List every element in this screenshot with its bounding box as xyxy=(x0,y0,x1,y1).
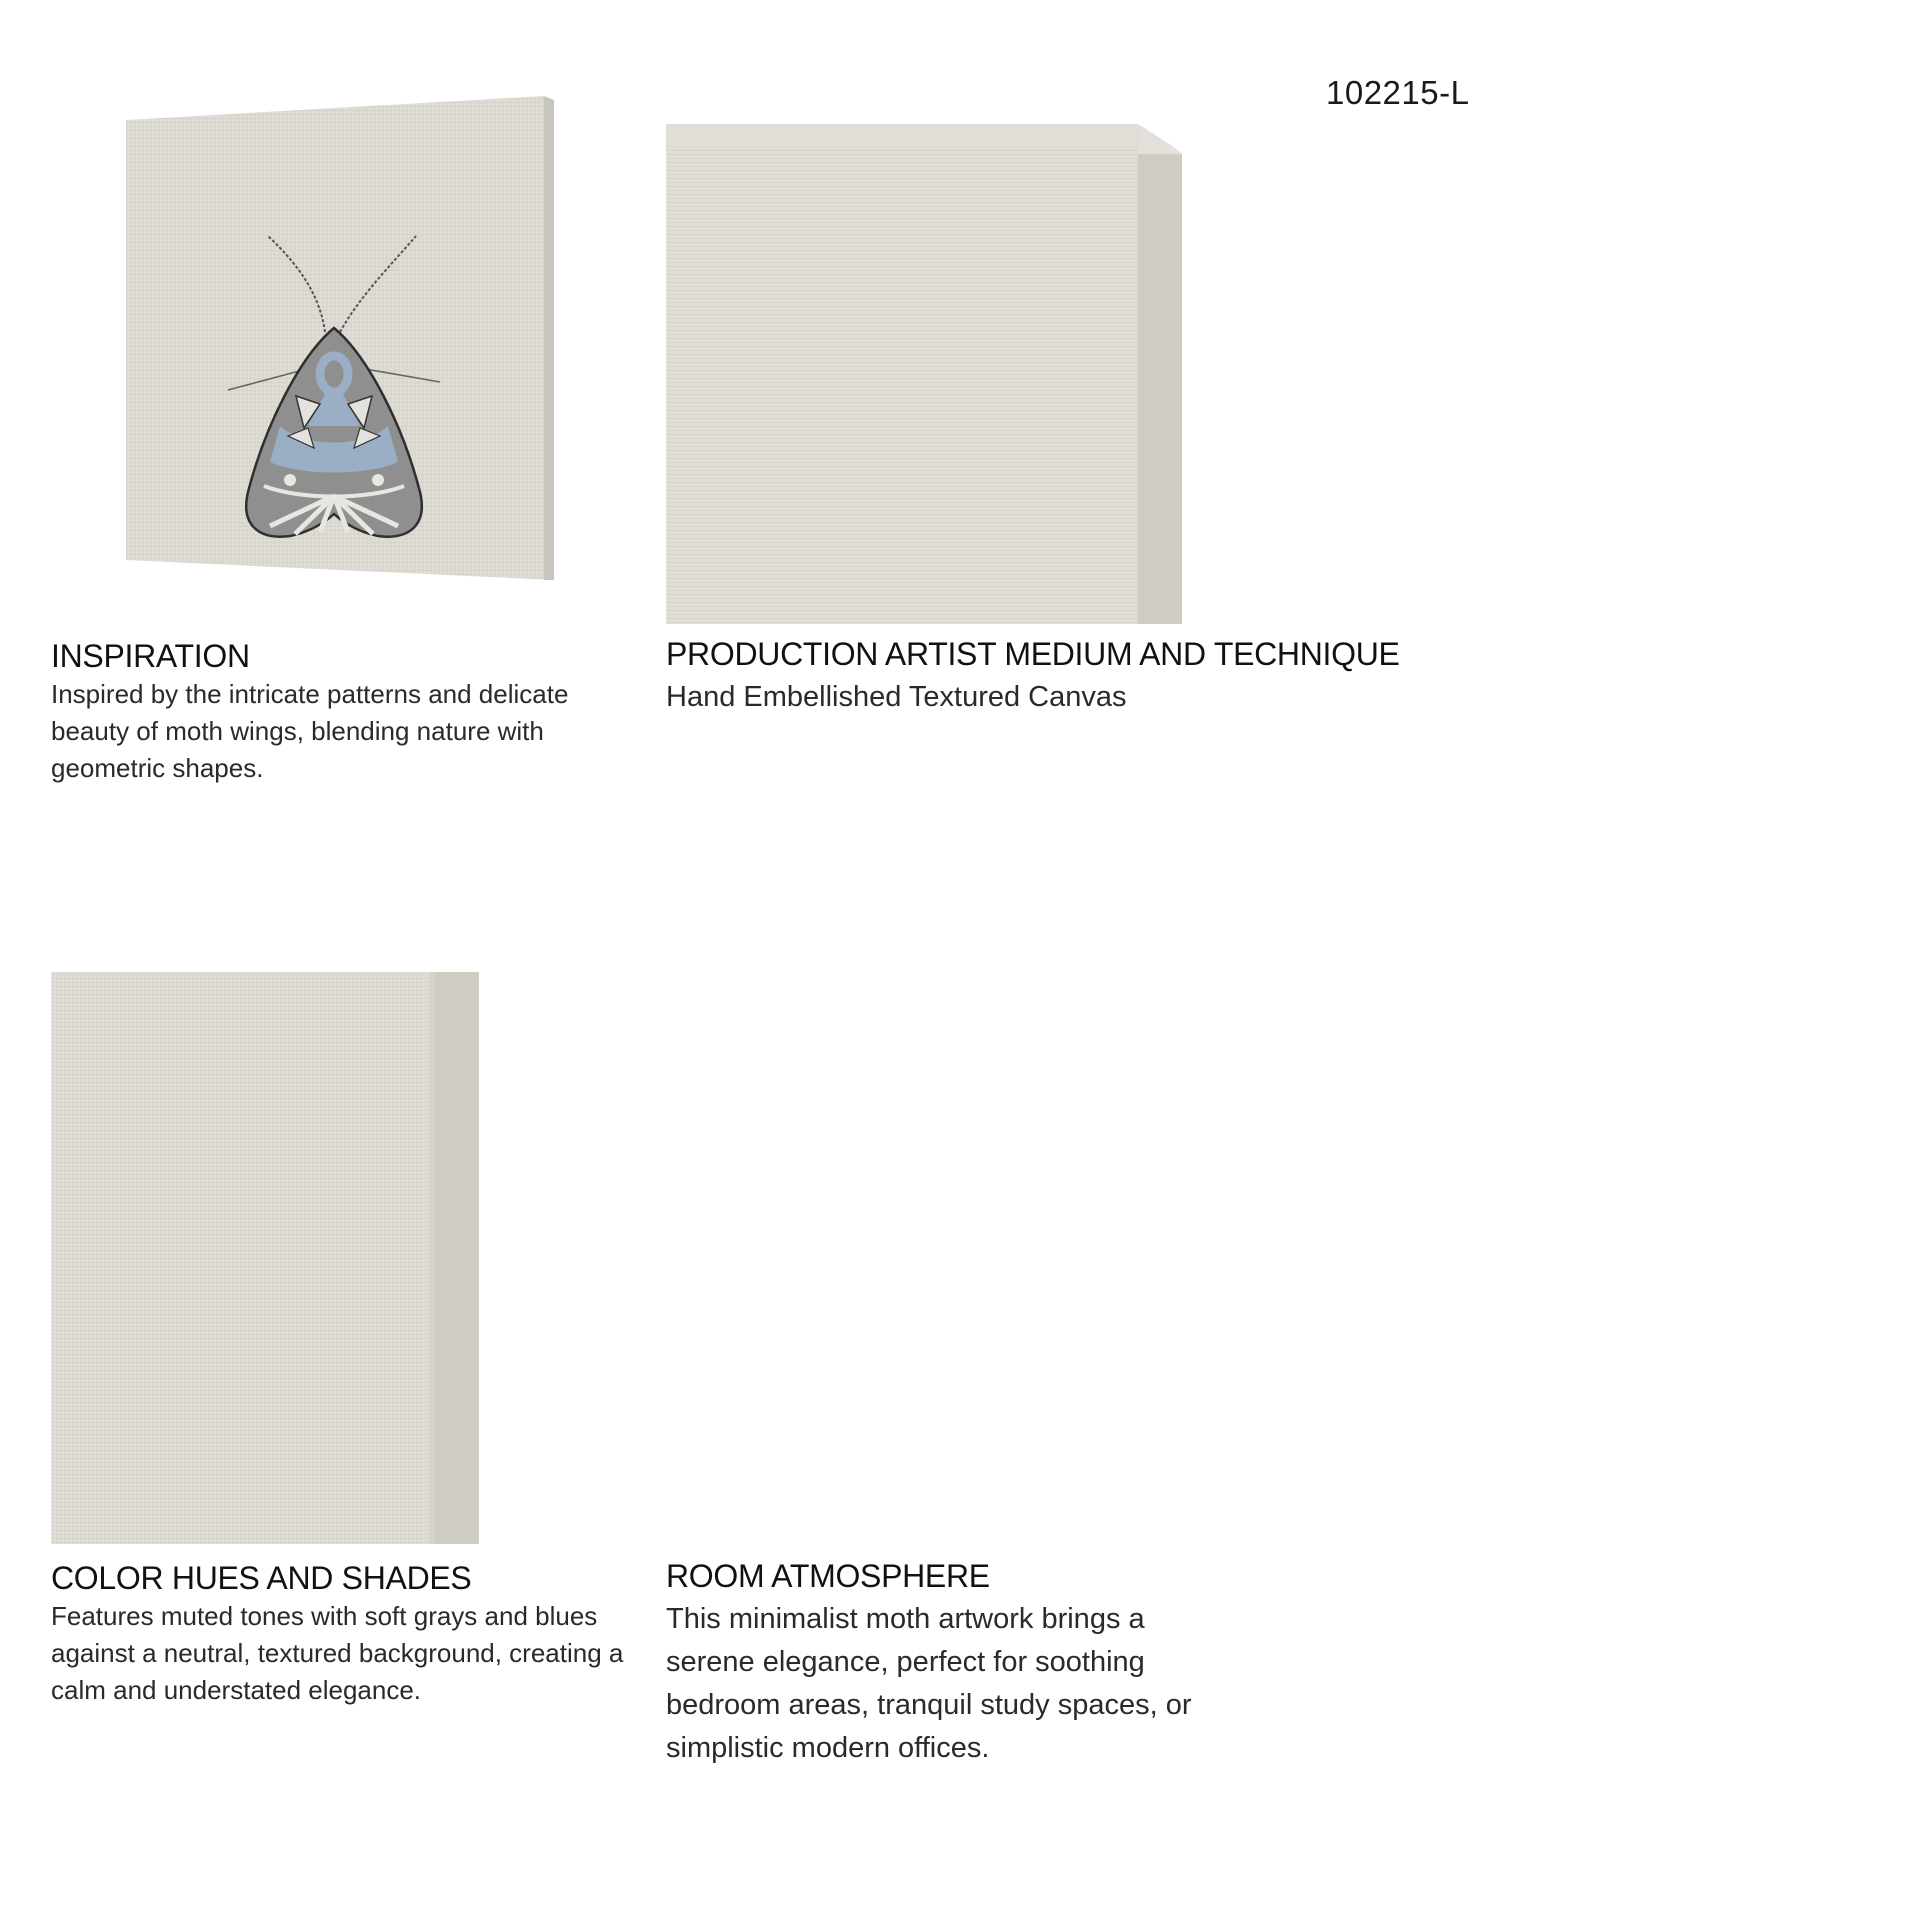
canvas-corner-detail-image xyxy=(666,124,1186,624)
product-sku: 102215-L xyxy=(1326,74,1470,111)
canvas-edge-detail-icon xyxy=(51,972,479,1544)
color-heading: COLOR HUES AND SHADES xyxy=(51,1560,472,1596)
inspiration-text: Inspired by the intricate patterns and delicate beauty of moth wings, blending nature with geometric shapes. xyxy=(51,679,569,783)
room-text: This minimalist moth artwork brings a serene elegance, perfect for soothing bedroom areas, tranquil study spaces, or simplistic modern offices. xyxy=(666,1603,1192,1764)
color-text: Features muted tones with soft grays and blues against a neutral, textured background, creating a calm and understated elegance. xyxy=(51,1601,624,1705)
moth-artwork-icon xyxy=(120,96,554,580)
production-text: Hand Embellished Textured Canvas xyxy=(666,681,1127,713)
production-heading: PRODUCTION ARTIST MEDIUM AND TECHNIQUE xyxy=(666,636,1400,672)
inspiration-heading: INSPIRATION xyxy=(51,638,250,674)
canvas-edge-detail-image xyxy=(51,972,479,1544)
moth-artwork-image xyxy=(120,96,554,580)
room-heading: ROOM ATMOSPHERE xyxy=(666,1558,990,1594)
canvas-corner-detail-icon xyxy=(666,124,1186,624)
